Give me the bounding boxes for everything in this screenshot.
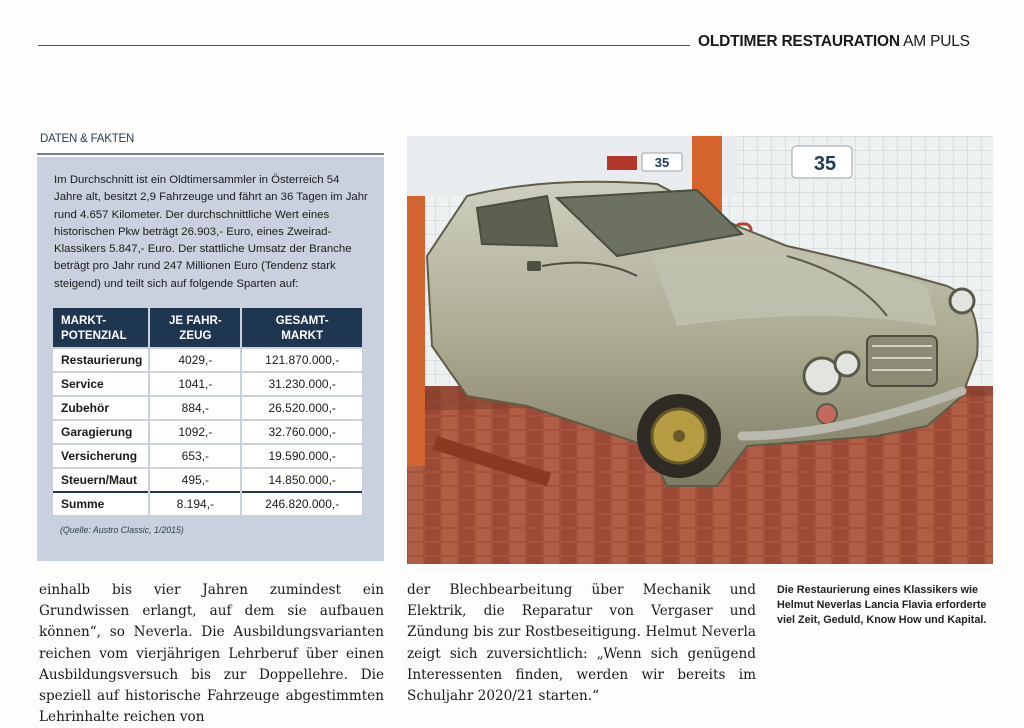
table-header-total bbox=[241, 308, 362, 348]
headlight bbox=[835, 352, 859, 376]
photo-caption: Die Restaurierung eines Klassikers wie Helmut Neverlas Lancia Flavia erforderte viel Zeit, Geduld, Know How und Kapital. bbox=[777, 584, 987, 626]
headlight bbox=[950, 289, 974, 313]
section-subtitle: AM PULS bbox=[899, 33, 970, 50]
table-row bbox=[53, 468, 362, 492]
row-total: 26.520.000,- bbox=[241, 396, 362, 420]
table-row bbox=[53, 396, 362, 420]
body-paragraph: der Blechbearbeitung über Mechanik und Elektrik, die Reparatur von Vergaser und Zündung bis zur Rostbeseitigung. Helmut Neverla zeigt sich zuversichtlich: „Wenn sich genügend Interessenten finden, werden wir bereits im Schuljahr 2020/21 starten.“ bbox=[407, 582, 756, 705]
table-row bbox=[53, 420, 362, 444]
body-paragraph: einhalb bis vier Jahren zumindest ein Grundwissen erlangt, auf dem sie aufbauen können“, so Neverla. Die Ausbildungsvarianten reichen vom vierjährigen Lehrberuf über einen Ausbildungsversuch bis zur Doppellehre. Die speziell auf historische Fahrzeuge abgestimmten Lehrinhalte reichen von bbox=[39, 582, 384, 726]
market-table bbox=[53, 308, 362, 515]
row-name: Versicherung bbox=[53, 444, 149, 468]
section-title: OLDTIMER RESTAURATION bbox=[698, 33, 900, 50]
row-name: Garagierung bbox=[53, 420, 149, 444]
row-name: Steuern/Maut bbox=[53, 468, 149, 492]
car-illustration bbox=[407, 136, 993, 564]
facts-rule bbox=[37, 153, 384, 155]
row-per-vehicle: 1041,- bbox=[149, 372, 241, 396]
table-sum-row bbox=[53, 492, 362, 515]
header-text: GESAMT- MARKT bbox=[275, 313, 329, 342]
header-text: MARKT- POTENZIAL bbox=[61, 313, 127, 342]
facts-title: DATEN & FAKTEN bbox=[40, 133, 135, 145]
row-total: 14.850.000,- bbox=[241, 468, 362, 492]
section-header bbox=[698, 33, 970, 51]
row-name: Zubehör bbox=[53, 396, 149, 420]
row-total: 19.590.000,- bbox=[241, 444, 362, 468]
sum-per-vehicle: 8.194,- bbox=[149, 492, 241, 515]
table-header-category bbox=[53, 308, 149, 348]
grille bbox=[867, 336, 937, 386]
row-per-vehicle: 1092,- bbox=[149, 420, 241, 444]
header-rule bbox=[38, 45, 690, 46]
small-sign-number: 35 bbox=[654, 155, 670, 170]
row-per-vehicle: 653,- bbox=[149, 444, 241, 468]
car-photo bbox=[407, 136, 993, 564]
body-column-right bbox=[407, 580, 756, 707]
facts-intro: Im Durchschnitt ist ein Oldtimersammler in Österreich 54 Jahre alt, besitzt 2,9 Fahrzeuge und fährt an 36 Tagen im Jahr rund 4.657 Kilometer. Der durchschnittliche Wert eines historischen Pkw beträgt 26.903,- Euro, eines Zweirad-Klassikers 5.847,- Euro. Der stattliche Umsatz der Branche beträgt pro Jahr rund 247 Millionen Euro (Tendenz stark steigend) und teilt sich auf folgende Sparten auf: bbox=[54, 174, 368, 290]
table-source: (Quelle: Austro Classic, 1/2015) bbox=[60, 525, 184, 535]
table-row bbox=[53, 444, 362, 468]
row-per-vehicle: 4029,- bbox=[149, 348, 241, 372]
sum-name: Summe bbox=[53, 492, 149, 515]
body-column-left bbox=[39, 580, 384, 728]
header-text: JE FAHR- ZEUG bbox=[168, 313, 222, 342]
row-name: Restaurierung bbox=[53, 348, 149, 372]
row-total: 31.230.000,- bbox=[241, 372, 362, 396]
table-row bbox=[53, 372, 362, 396]
row-per-vehicle: 495,- bbox=[149, 468, 241, 492]
table-row bbox=[53, 348, 362, 372]
row-total: 121.870.000,- bbox=[241, 348, 362, 372]
rally-sign-number: 35 bbox=[813, 153, 837, 175]
row-name: Service bbox=[53, 372, 149, 396]
sum-total: 246.820.000,- bbox=[241, 492, 362, 515]
table-header-per-vehicle bbox=[149, 308, 241, 348]
row-per-vehicle: 884,- bbox=[149, 396, 241, 420]
row-total: 32.760.000,- bbox=[241, 420, 362, 444]
